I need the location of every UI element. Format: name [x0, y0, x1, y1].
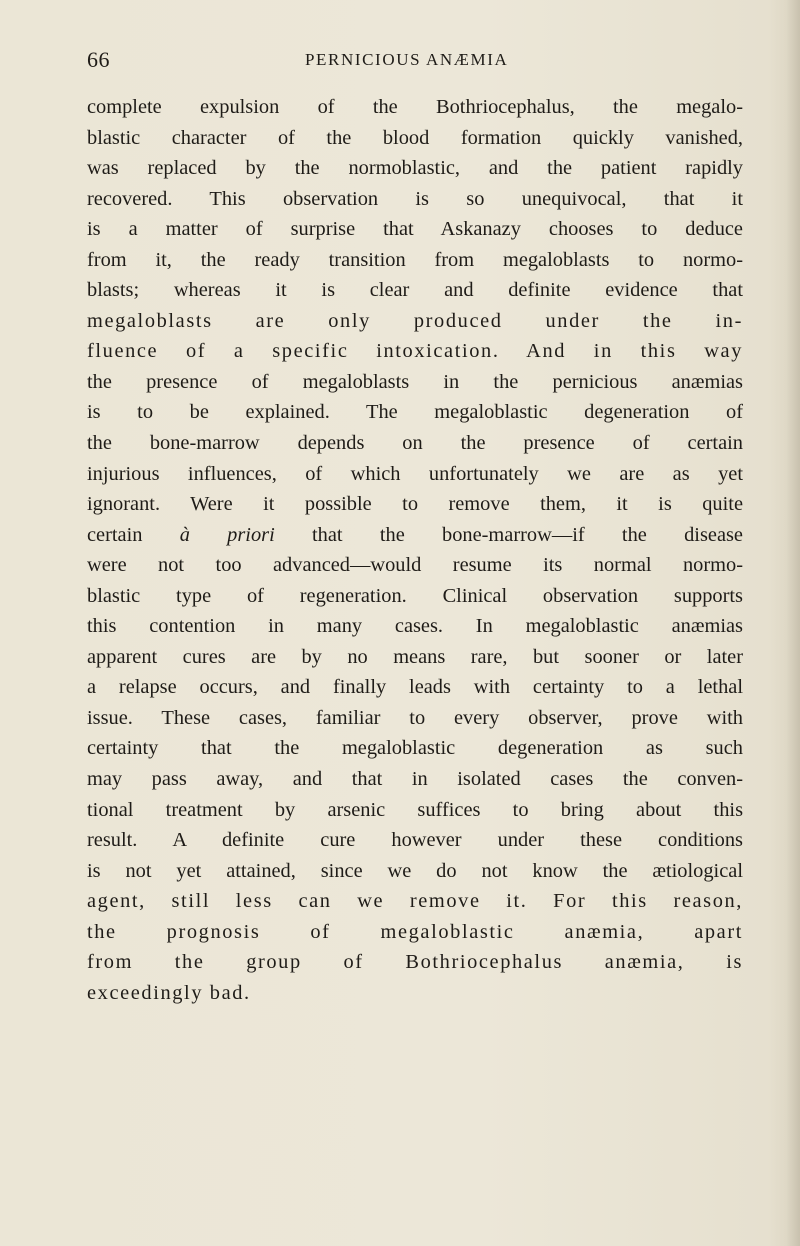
page-edge-shadow [786, 0, 800, 1246]
text-line: was replaced by the normoblastic, and the patient rapidly [87, 157, 743, 180]
text-line: fluence of a specific intoxication. And in this way [87, 340, 743, 363]
text-line: this contention in many cases. In megaloblastic anæmias [87, 615, 743, 638]
text-line: complete expulsion of the Bothriocephalus, the megalo- [87, 96, 743, 118]
text-line: certainty that the megaloblastic degeneration as such [87, 737, 743, 760]
page-number: 66 [87, 47, 110, 72]
text-line: megaloblasts are only produced under the in- [87, 309, 743, 332]
text-line: were not too advanced—would resume its normal normo- [87, 554, 743, 577]
text-line: may pass away, and that in isolated cases the conven- [87, 768, 743, 791]
text-line: a relapse occurs, and finally leads with certainty to a lethal [87, 676, 743, 699]
text-line: agent, still less can we remove it. For this reason, [87, 890, 743, 913]
text-line: injurious influences, of which unfortunately we are as yet [87, 462, 743, 485]
text-line: is not yet attained, since we do not know the ætiological [87, 859, 743, 882]
text-line: apparent cures are by no means rare, but sooner or later [87, 645, 743, 668]
text-line: blastic type of regeneration. Clinical observation supports [87, 584, 743, 607]
text-line: result. A definite cure however under these conditions [87, 829, 743, 852]
text-fragment: that the bone-marrow—if the disease [312, 523, 743, 546]
text-line: blastic character of the blood formation quickly vanished, [87, 126, 743, 149]
text-line: is to be explained. The megaloblastic degeneration of [87, 401, 743, 424]
text-line: tional treatment by arsenic suffices to bring about this [87, 798, 743, 821]
text-fragment: certain [87, 523, 143, 546]
text-line: is a matter of surprise that Askanazy chooses to deduce [87, 218, 743, 241]
text-line-with-italic [87, 520, 743, 551]
text-line: recovered. This observation is so unequivocal, that it [87, 187, 743, 210]
text-line: the presence of megaloblasts in the pernicious anæmias [87, 370, 743, 393]
text-line: the prognosis of megaloblastic anæmia, apart [87, 920, 743, 943]
text-line: from it, the ready transition from megaloblasts to normo- [87, 248, 743, 271]
body-text [87, 92, 743, 1008]
text-line: issue. These cases, familiar to every observer, prove with [87, 706, 743, 729]
text-line: blasts; whereas it is clear and definite evidence that [87, 279, 743, 302]
text-line: exceedingly bad. [87, 981, 251, 1004]
running-head: PERNICIOUS ANÆMIA [305, 50, 509, 69]
text-line: the bone-marrow depends on the presence of certain [87, 432, 743, 455]
text-line: ignorant. Were it possible to remove them, it is quite [87, 493, 743, 516]
page-header [87, 47, 743, 77]
italic-phrase: à priori [179, 523, 275, 546]
text-line: from the group of Bothriocephalus anæmia, is [87, 951, 743, 974]
